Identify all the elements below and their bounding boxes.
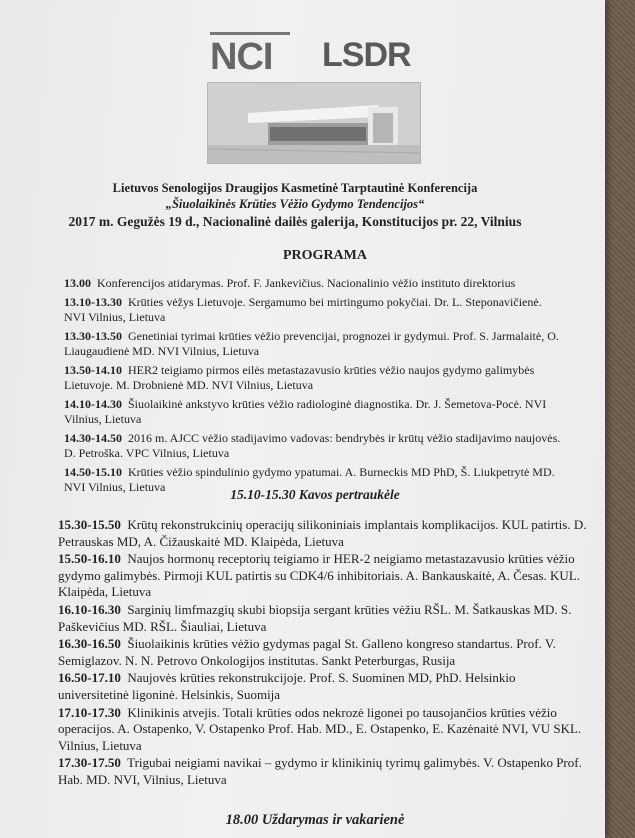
list-item: 13.50-14.10 HER2 teigiamo pirmos eilės metastazavusio krūties vėžio naujos gydymo galimybės Lietuvoje. M. Drobnienė MD. NVI Vilnius, Lietuva bbox=[64, 362, 535, 392]
list-item: 15.30-15.50 Krūtų rekonstrukcinių operacijų silikoniniais implantais komplikacijos. KUL patirtis. D. Petrauskas MD, A. Čižauskaitė MD. Klaipėda, Lietuva bbox=[58, 517, 587, 549]
list-item: 13.30-13.50 Genetiniai tyrimai krūties vėžio prevencijai, prognozei ir gydymui. Prof. S. Jarmalaitė, O. Liaugaudienė MD. NVI Vilnius, Lietuva bbox=[64, 328, 559, 358]
lsdr-logo: LSDR bbox=[322, 36, 411, 74]
list-item: 16.30-16.50 Šiuolaikinis krūties vėžio gydymas pagal St. Galleno kongreso standartus. Prof. V. Semiglazov. N. N. Petrovo Onkologijos institutas. Sankt Peterburgas, Rusija bbox=[58, 636, 556, 668]
session-1-list bbox=[64, 276, 564, 499]
list-item: 14.50-15.10 Krūties vėžio spindulinio gydymo ypatumai. A. Burneckis MD PhD, Š. Liukpetrytė MD. NVI Vilnius, Lietuva bbox=[64, 464, 555, 494]
conference-title: Lietuvos Senologijos Draugijos Kasmetinė Tarptautinė Konferencija bbox=[112, 181, 478, 195]
list-item: 15.50-16.10 Naujos hormonų receptorių teigiamo ir HER-2 neigiamo metastazavusio krūties vėžio gydymo galimybės. Pirmoji KUL patirtis su CDK4/6 inhibitoriais. A. Bankauskaitė, A. Česas. KUL. Klaipėda, Lietuva bbox=[58, 551, 581, 600]
list-item: 17.10-17.30 Klinikinis atvejis. Totali krūties odos nekrozė ligonei po tausojančios krūties vėžio operacijos. A. Ostapenko, V. Ostapenko Prof. Hab. MD., E. Ostapenko, E. Kazėnaitė NVI, VU SKL. Vilnius, Lietuva bbox=[58, 704, 582, 753]
program-heading: PROGRAMA bbox=[283, 248, 367, 263]
coffee-break: 15.10-15.30 Kavos pertraukėle bbox=[230, 487, 400, 502]
nci-logo: NCI bbox=[210, 36, 272, 79]
list-item: 14.10-14.30 Šiuolaikinė ankstyvo krūties vėžio radiologinė diagnostika. Dr. J. Šemetova-Pocė. NVI Vilnius, Lietuva bbox=[64, 396, 547, 426]
list-item: 16.50-17.10 Naujovės krūties rekonstrukcijoje. Prof. S. Suominen MD, PhD. Helsinkio universitetinė ligoninė. Helsinkis, Suomija bbox=[58, 670, 516, 702]
list-item: 16.10-16.30 Sarginių limfmazgių skubi biopsija sergant krūties vėžiu RŠL. M. Šatkauskas MD. S. Paškevičius MD. RŠL. Šiauliai, Lietuva bbox=[58, 601, 572, 634]
session-2-list bbox=[58, 517, 588, 790]
building-photo bbox=[207, 82, 421, 164]
logos bbox=[210, 30, 410, 80]
list-item: 17.30-17.50 Trigubai neigiami navikai – gydymo ir klinikinių tyrimų galimybės. V. Ostapenko Prof. Hab. MD. NVI, Vilnius, Lietuva bbox=[58, 755, 582, 787]
list-item: 13.00 Konferencijos atidarymas. Prof. F. Jankevičius. Nacionalinio vėžio instituto direktorius bbox=[64, 276, 516, 290]
list-item: 14.30-14.50 2016 m. AJCC vėžio stadijavimo vadovas: bendrybės ir krūtų vėžio stadijavimo naujovės. D. Petroška. VPC Vilnius, Lietuva bbox=[64, 430, 561, 460]
conference-subtitle: „Šiuolaikinės Krūties Vėžio Gydymo Tendencijos“ bbox=[165, 197, 425, 211]
list-item: 13.10-13.30 Krūties vėžys Lietuvoje. Sergamumo bei mirtingumo pokyčiai. Dr. L. Steponavičienė. NVI Vilnius, Lietuva bbox=[64, 294, 542, 324]
conference-date-venue: 2017 m. Gegužės 19 d., Nacionalinė dailės galerija, Konstitucijos pr. 22, Vilnius bbox=[68, 214, 522, 229]
closing-dinner: 18.00 Uždarymas ir vakarienė bbox=[225, 812, 405, 828]
